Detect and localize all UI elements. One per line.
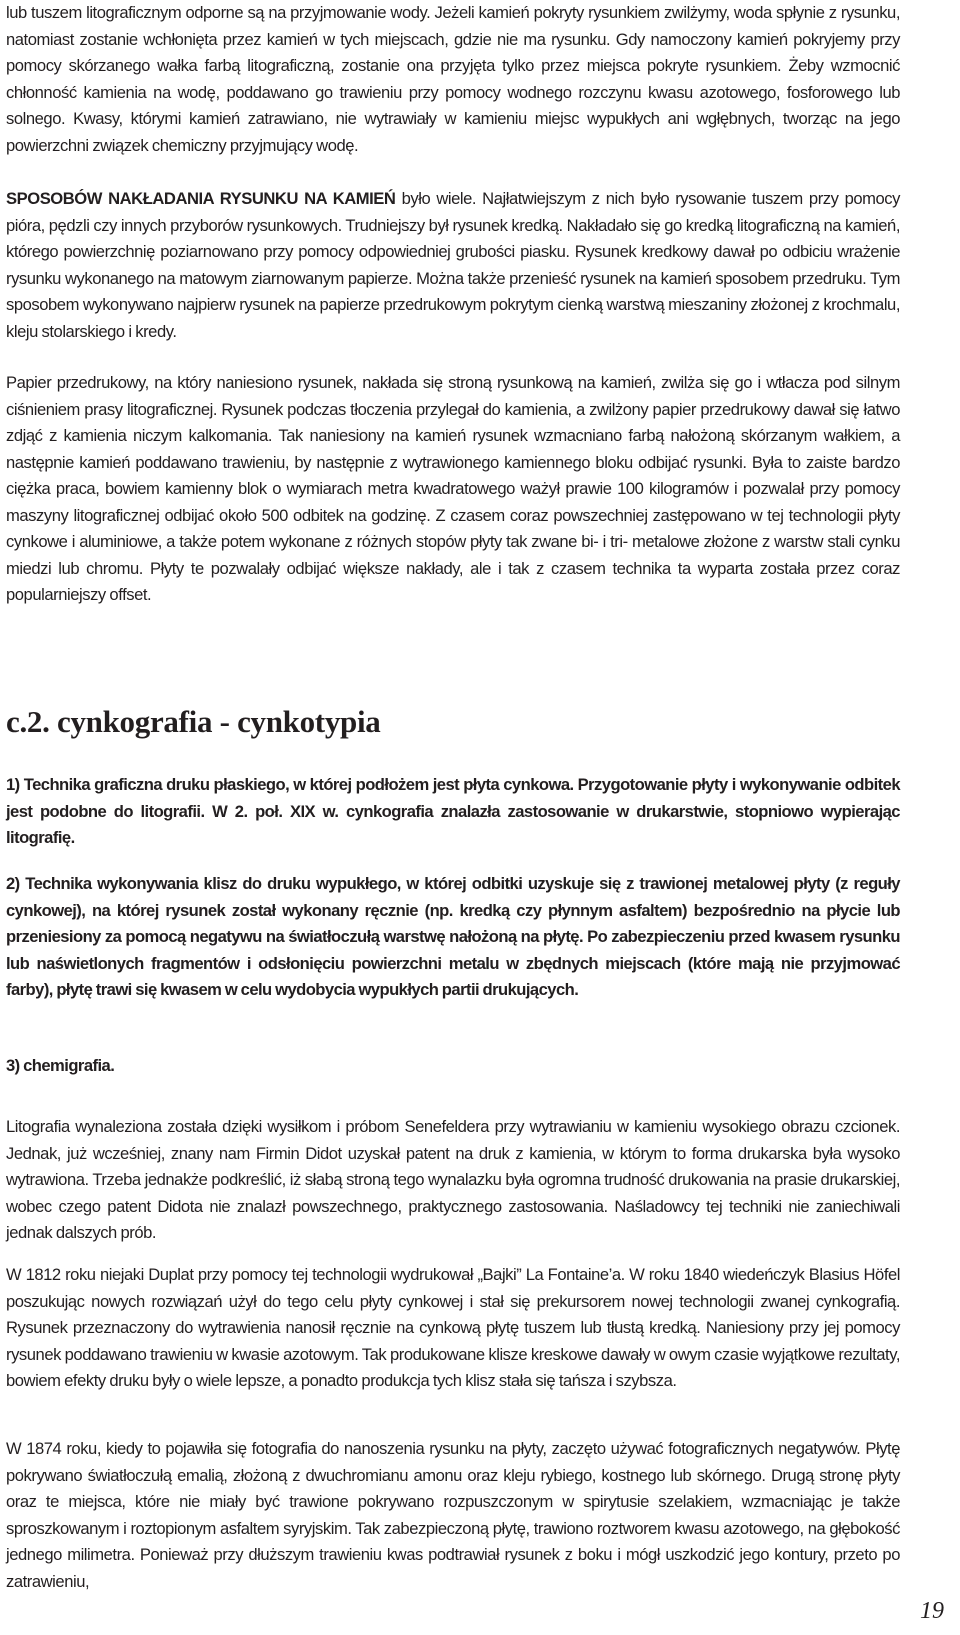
paragraph-history-1812: W 1812 roku niejaki Duplat przy pomocy tej technologii wydrukował „Bajki” La Fontaine’a. W roku 1840 wiedeńczyk Blasius Höfel poszukując nowych rozwiązań użył do tego celu płyty cynkowej i stał się prekursorem nowej technologii zwanej cynkografią. Rysunek przeznaczony do wytrawienia nanosił ręcznie na cynkową płytę tuszem lub tłustą kredką. Naniesiony przy jej pomocy rysunek poddawano trawieniu w kwasie azotowym. Tak produkowane klisze kreskowe dawały w owym czasie wyjątkowe rezultaty, bowiem efekty druku były o wiele lepsze, a ponadto produkcja tych klisz stała się tańsza i szybsza. [6,1265,900,1390]
paragraph-drawing-methods [6,186,900,345]
paragraph-litography-water: lub tuszem litograficznym odporne są na przyjmowanie wody. Jeżeli kamień pokryty rysunkiem zwilżymy, woda spłynie z rysunku, natomiast zostanie wchłonięta przez kamień w tych miejscach, gdzie nie ma rysunku. Gdy namoczony kamień pokryjemy przy pomocy skórzanego wałka farbą litograficzną, zostanie ona przyjęta tylko przez miejsca pokryte rysunkiem. Żeby wzmocnić chłonność kamienia na wodę, poddawano go trawieniu przy pomocy wodnego rozczynu kwasu azotowego, fosforowego lub solnego. Kwasy, którymi kamień zatrawiano, nie wytrawiały w kamieniu miejsc wypukłych ani wgłębnych, tworząc na jego powierzchni związek chemiczny przyjmujący wodę. [6,3,900,155]
definition-item-2: 2) Technika wykonywania klisz do druku wypukłego, w której odbitki uzyskuje się z trawionej metalowej płyty (z reguły cynkowej), na której rysunek został wykonany ręcznie (np. kredką czy płynnym asfaltem) bezpośrednio na płycie lub przeniesiony za pomocą negatywu na światłoczułą warstwę nałożoną na płytę. Po zabezpieczeniu przed kwasem rysunku lub naświetlonych fragmentów i odsłonięciu powierzchni metalu w zbędnych miejscach (które mają nie przyjmować farby), płytę trawi się kwasem w celu wydobycia wypukłych partii drukujących. [6,874,900,999]
paragraph-transfer-paper: Papier przedrukowy, na który naniesiono rysunek, nakłada się stroną rysunkową na kamień, zwilża się go i wtłacza pod silnym ciśnieniem prasy litograficznej. Rysunek podczas tłoczenia przylegał do kamienia, a zwilżony papier przedrukowy dawał się łatwo zdjąć z kamienia niczym kalkomania. Tak naniesiony na kamień rysunek wzmacniano farbą nałożoną skórzanym wałkiem, a następnie kamień poddawano trawieniu, by następnie z wytrawionego kamiennego bloku odbijać rysunki. Była to zaiste bardzo ciężka praca, bowiem kamienny blok o wymiarach metra kwadratowego ważył prawie 100 kilogramów i pozwalał przy pomocy maszyny litograficznej odbijać około 500 odbitek na godzinę. Z czasem coraz powszechniej zastępowano w tej technologii płyty cynkowe i aluminiowe, a także potem wykonane z różnych stopów płyty tak zwane bi- i tri- metalowe złożone z warstw stali cynku miedzi lub chromu. Płyty te pozwalały odbijać większe nakłady, ale i tak z czasem technika ta wyparta została przez coraz popularniejszy offset. [6,373,900,604]
section-heading: c.2. cynkografia - cynkotypia [6,704,381,739]
definition-item-3: 3) chemigrafia. [6,1056,115,1075]
page-number: 19 [920,1598,944,1624]
paragraph-history-senefelder: Litografia wynaleziona została dzięki wysiłkom i próbom Senefeldera przy wytrawianiu w kamieniu wysokiego obrazu czcionek. Jednak, już wcześniej, znany nam Firmin Didot uzyskał patent na druk z kamienia, w którym to forma drukarska była wysoko wytrawiona. Trzeba jednakże podkreślić, iż słabą stroną tego wynalazku była ogromna trudność drukowania na prasie drukarskiej, wobec czego patent Didota nie znalazł powszechnego, praktycznego zastosowania. Naśladowcy tej techniki nie zaniechiwali jednak dalszych prób. [6,1117,900,1242]
definition-item-1: 1) Technika graficzna druku płaskiego, w której podłożem jest płyta cynkowa. Przygotowanie płyty i wykonywanie odbitek jest podobne do litografii. W 2. poł. XIX w. cynkografia znalazła zastosowanie w drukarstwie, stopniowo wypierając litografię. [6,775,900,847]
paragraph-history-1874: W 1874 roku, kiedy to pojawiła się fotografia do nanoszenia rysunku na płyty, zaczęto używać fotograficznych negatywów. Płytę pokrywano światłoczułą emalią, złożoną z dwuchromianu amonu oraz kleju rybiego, kostnego lub skórnego. Drugą stronę płyty oraz te miejsca, które nie miały być trawione pokrywano rozpuszczonym w spirytusie szelakiem, wzmacniając je także sproszkowanym i roztopionym asfaltem syryjskim. Tak zabezpieczoną płytę, trawiono roztworem kwasu azotowego, na głębokość jednego milimetra. Ponieważ przy dłuższym trawieniu kwas podtrawiał rysunek z boku i mógł uszkodzić jego kontury, przeto po zatrawieniu, [6,1439,900,1591]
paragraph-drawing-methods-text: było wiele. Najłatwiejszym z nich było rysowanie tuszem przy pomocy pióra, pędzli czy innych przyborów rysunkowych. Trudniejszy był rysunek kredką. Nakładało się go kredką litograficzną na kamień, którego powierzchnię poziarnowano przy pomocy odpowiedniej grubości piasku. Rysunek kredkowy dawał po odbiciu wrażenie rysunku wykonanego na matowym ziarnowanym papierze. Można także przenieść rysunek na kamień sposobem przedruku. Tym sposobem wykonywano najpierw rysunek na papierze przedrukowym pokrytym cienką warstwą mieszaniny złożonej z krochmalu, kleju stolarskiego i kredy. [6,189,900,341]
section-lead-caps: SPOSOBÓW NAKŁADANIA RYSUNKU NA KAMIEŃ [6,189,396,208]
